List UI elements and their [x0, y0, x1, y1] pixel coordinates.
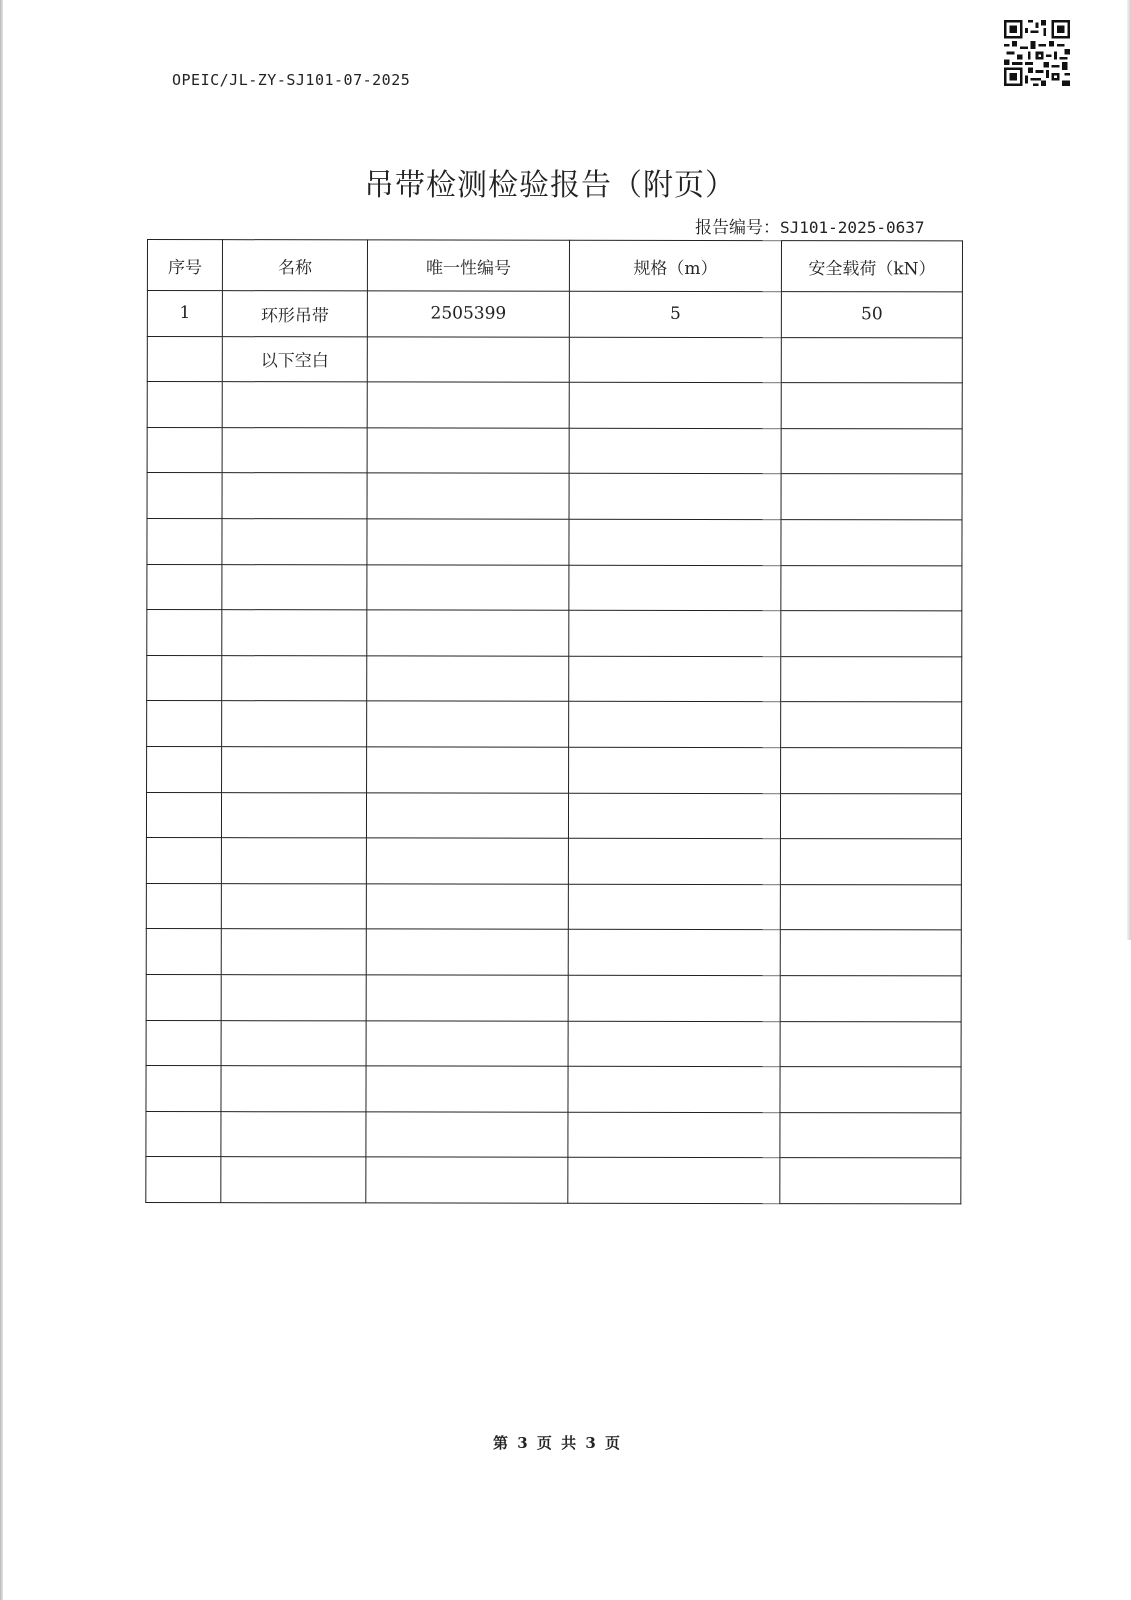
cell-unique-id [366, 838, 568, 884]
cell-index [146, 1066, 221, 1112]
cell-unique-id: 2505399 [367, 291, 569, 337]
cell-spec [568, 793, 780, 839]
report-number-label: 报告编号： [695, 218, 780, 238]
qr-code-icon [1004, 20, 1070, 86]
cell-name [221, 883, 366, 929]
cell-spec [569, 565, 781, 611]
cell-name [221, 1157, 366, 1203]
cell-unique-id [366, 975, 568, 1021]
report-number [695, 213, 925, 238]
header-index: 序号 [147, 240, 222, 291]
table-row [147, 518, 962, 565]
cell-spec [568, 1112, 780, 1158]
cell-safe-load [781, 337, 962, 383]
cell-name: 环形吊带 [222, 291, 367, 337]
cell-index [147, 473, 222, 519]
cell-spec [569, 702, 781, 748]
cell-spec [568, 1158, 780, 1204]
cell-spec [569, 519, 781, 565]
cell-unique-id [367, 428, 569, 474]
cell-unique-id [367, 656, 569, 702]
cell-name [222, 519, 367, 565]
cell-index [146, 883, 221, 929]
table-row [147, 473, 962, 520]
cell-name [222, 473, 367, 519]
scan-edge-right [1127, 0, 1131, 940]
cell-name [221, 929, 366, 975]
cell-name [222, 701, 367, 747]
cell-index [146, 1111, 221, 1157]
cell-index [147, 746, 222, 792]
cell-unique-id [367, 336, 569, 382]
table-row [147, 382, 962, 429]
cell-unique-id [367, 382, 569, 428]
table-row [146, 792, 961, 839]
table-row [147, 427, 962, 474]
cell-index [146, 838, 221, 884]
table-row [146, 1157, 961, 1204]
report-title: 吊带检测检验报告（附页） [364, 168, 736, 203]
cell-spec [569, 428, 781, 474]
header-unique-id: 唯一性编号 [367, 240, 569, 291]
cell-spec [569, 747, 781, 793]
cell-unique-id [367, 610, 569, 656]
cell-index [147, 427, 222, 473]
cell-name [222, 747, 367, 793]
table-row [146, 1066, 961, 1113]
cell-safe-load: 50 [781, 292, 962, 338]
table-body [146, 291, 963, 1204]
cell-spec [569, 610, 781, 656]
cell-unique-id [367, 701, 569, 747]
cell-name [221, 838, 366, 884]
cell-spec [569, 337, 781, 383]
cell-spec [569, 382, 781, 428]
table-row [147, 610, 962, 657]
table-row [147, 564, 962, 611]
cell-name [222, 610, 367, 656]
cell-safe-load [780, 1021, 961, 1067]
cell-safe-load [781, 383, 962, 429]
cell-unique-id [366, 929, 568, 975]
table-row [147, 336, 962, 383]
table-row [146, 974, 961, 1021]
cell-spec [569, 474, 781, 520]
scan-edge-left [0, 0, 3, 1600]
cell-name [221, 975, 366, 1021]
cell-unique-id [366, 1157, 568, 1203]
cell-name [221, 792, 366, 838]
cell-unique-id [367, 564, 569, 610]
cell-safe-load [780, 1158, 961, 1204]
cell-name [221, 1066, 366, 1112]
cell-safe-load [780, 839, 961, 885]
cell-index: 1 [147, 291, 222, 337]
cell-name [222, 382, 367, 428]
table-row [146, 838, 961, 885]
cell-safe-load [780, 930, 961, 976]
cell-safe-load [781, 474, 962, 520]
cell-name [222, 427, 367, 473]
cell-name [222, 655, 367, 701]
report-number-value: SJ101-2025-0637 [780, 218, 925, 237]
cell-unique-id [366, 884, 568, 930]
cell-safe-load [780, 1112, 961, 1158]
cell-spec [568, 884, 780, 930]
cell-index [146, 929, 221, 975]
cell-index [146, 792, 221, 838]
cell-spec [568, 1021, 780, 1067]
cell-unique-id [366, 1066, 568, 1112]
cell-spec [568, 930, 780, 976]
cell-name: 以下空白 [222, 336, 367, 382]
cell-index [146, 974, 221, 1020]
cell-safe-load [781, 565, 962, 611]
cell-spec [569, 656, 781, 702]
table-row [146, 929, 961, 976]
cell-spec [568, 975, 780, 1021]
page-footer: 第 3 页 共 3 页 [493, 1434, 622, 1452]
cell-safe-load [781, 656, 962, 702]
table-row [147, 746, 962, 793]
document-code: OPEIC/JL-ZY-SJ101-07-2025 [172, 71, 411, 89]
cell-index [147, 564, 222, 610]
header-name: 名称 [222, 240, 367, 291]
table-row [146, 1111, 961, 1158]
cell-safe-load [781, 611, 962, 657]
cell-unique-id [366, 1020, 568, 1066]
cell-index [147, 610, 222, 656]
cell-safe-load [781, 702, 962, 748]
cell-name [221, 1020, 366, 1066]
cell-name [222, 564, 367, 610]
cell-index [147, 336, 222, 382]
cell-safe-load [781, 428, 962, 474]
cell-index [147, 655, 222, 701]
table-row [147, 291, 962, 338]
cell-safe-load [780, 1067, 961, 1113]
cell-safe-load [781, 520, 962, 566]
cell-safe-load [781, 748, 962, 794]
table-row [146, 883, 961, 930]
cell-spec: 5 [569, 291, 781, 337]
cell-unique-id [366, 1112, 568, 1158]
inspection-table [145, 239, 963, 1204]
cell-safe-load [780, 793, 961, 839]
cell-name [221, 1111, 366, 1157]
cell-index [147, 382, 222, 428]
header-safe-load: 安全载荷（kN） [781, 241, 962, 292]
cell-index [146, 1157, 221, 1203]
table-row [147, 655, 962, 702]
cell-safe-load [780, 884, 961, 930]
table-header-row [147, 240, 962, 292]
cell-index [147, 701, 222, 747]
cell-unique-id [367, 473, 569, 519]
cell-unique-id [367, 747, 569, 793]
cell-spec [568, 838, 780, 884]
cell-safe-load [780, 976, 961, 1022]
header-spec: 规格（m） [569, 240, 781, 291]
cell-unique-id [367, 519, 569, 565]
table-row [146, 1020, 961, 1067]
cell-unique-id [366, 792, 568, 838]
cell-index [147, 518, 222, 564]
table-row [147, 701, 962, 748]
cell-index [146, 1020, 221, 1066]
cell-spec [568, 1066, 780, 1112]
